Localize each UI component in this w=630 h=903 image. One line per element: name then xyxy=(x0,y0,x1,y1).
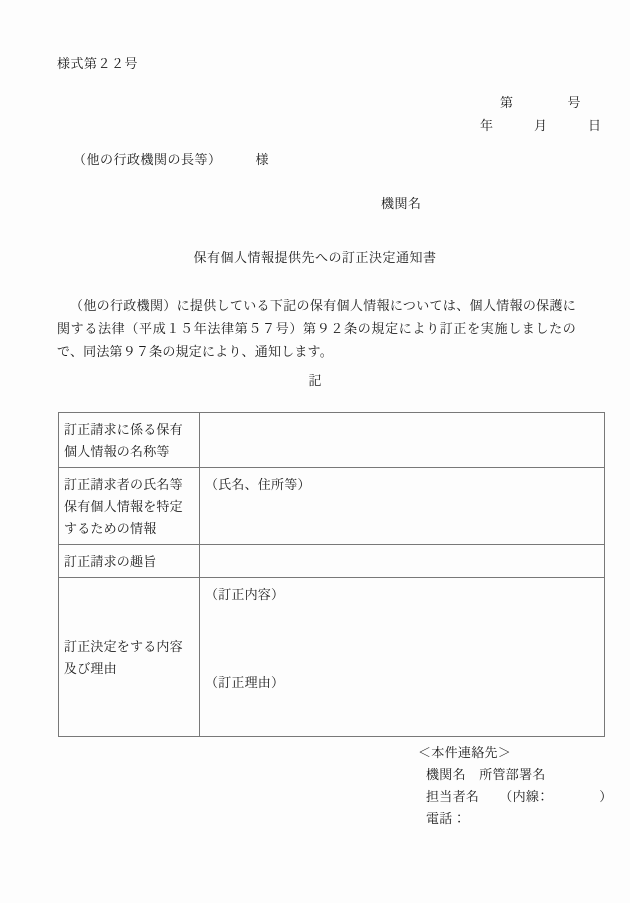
contact-block xyxy=(418,742,613,830)
row-label-request-purpose: 訂正請求の趣旨 xyxy=(59,545,200,578)
correction-content-label: （訂正内容） xyxy=(205,587,285,602)
record-marker: 記 xyxy=(308,373,322,388)
table-row xyxy=(59,468,605,545)
row-value-decision-content-reason[interactable] xyxy=(200,578,605,737)
contact-organization: 機関名 所管部署名 xyxy=(426,767,546,782)
addressee-line: （他の行政機関の長等） 様 xyxy=(73,152,270,167)
row-label-requester-identity: 訂正請求者の氏名等保有個人情報を特定するための情報 xyxy=(59,468,200,545)
row-value-request-purpose[interactable] xyxy=(200,545,605,578)
form-number: 様式第２２号 xyxy=(57,56,139,71)
content-write-area[interactable] xyxy=(205,606,599,672)
table-row xyxy=(59,413,605,468)
issuing-organization: 機関名 xyxy=(381,196,422,211)
contact-heading: ＜本件連絡先＞ xyxy=(418,745,512,760)
row-label-information-name: 訂正請求に係る保有個人情報の名称等 xyxy=(59,413,200,468)
table-row xyxy=(59,545,605,578)
table-row xyxy=(59,578,605,737)
document-date-line: 年 月 日 xyxy=(480,118,602,133)
document-number-line: 第 号 xyxy=(500,95,582,110)
row-value-requester-identity[interactable]: （氏名、住所等） xyxy=(200,468,605,545)
row-label-decision-content-reason: 訂正決定をする内容及び理由 xyxy=(59,578,200,737)
body-paragraph-text: （他の行政機関）に提供している下記の保有個人情報については、個人情報の保護に関する法律（平成１５年法律第５７号）第９２条の規定により訂正を実施しましたので、同法第９７条の規定により、通知します。 xyxy=(57,298,576,359)
body-paragraph xyxy=(57,294,576,363)
form-table xyxy=(58,412,605,737)
contact-person: 担当者名 （内線： ） xyxy=(426,789,613,804)
row-value-information-name[interactable] xyxy=(200,413,605,468)
correction-reason-label: （訂正理由） xyxy=(205,675,285,690)
contact-phone: 電話： xyxy=(426,811,466,826)
document-title: 保有個人情報提供先への訂正決定通知書 xyxy=(193,250,437,265)
